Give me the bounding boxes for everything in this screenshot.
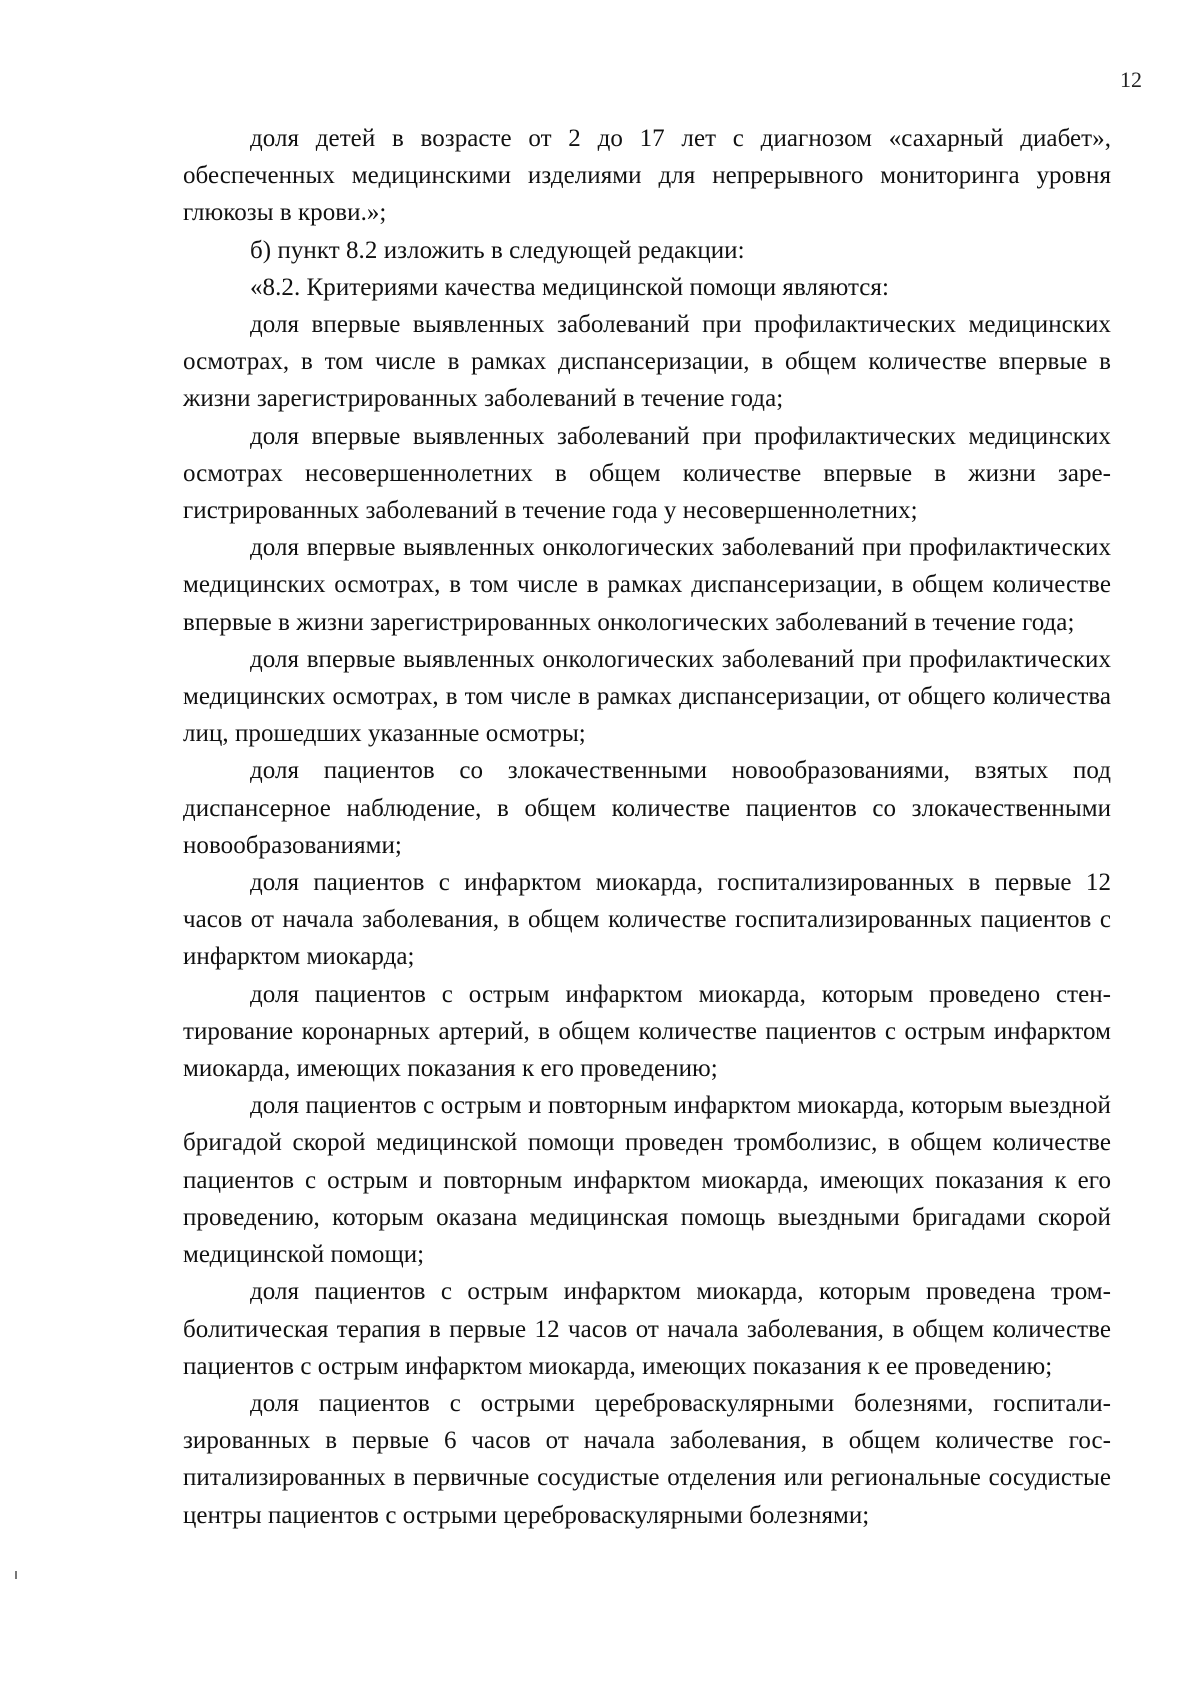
paragraph-criterion: доля пациентов со злокачественными новообразованиями, взятых под диспансерное наблюдение, в общем количестве пациентов со злокачественными новообразованиями; [183, 757, 1111, 859]
page-number: 12 [1120, 67, 1142, 92]
paragraph-criterion: доля впервые выявленных онкологических заболеваний при профилактических медицинских осмотрах, в том числе в рамках диспансеризации, от общего количества лиц, прошедших указанные осмотры; [183, 645, 1111, 748]
scan-artifact [15, 1571, 17, 1579]
paragraph-criterion: доля впервые выявленных заболеваний при профилактических медицинских осмотрах, в том числе в рамках диспансеризации, в общем количестве впервые в жизни зарегистрированных заболеваний в течение года; [183, 311, 1111, 413]
paragraph-quality-criteria-heading: «8.2. Критериями качества медицинской помощи являются: [250, 273, 889, 301]
paragraph-criterion: доля пациентов с острым инфарктом миокарда, которым проведено стентирование коронарных артерий, в общем количестве пациентов с острым инфарктом миокарда, имеющих показания к его проведению; [183, 980, 1111, 1083]
document-body [183, 120, 1111, 1534]
paragraph-criterion: доля пациентов с острым и повторным инфарктом миокарда, которым выездной бригадой скорой медицинской помощи проведен тромболизис, в общем количестве пациентов с острым и повторным инфарктом миокарда, имеющих показания к его проведению, которым оказана медицинская помощь выездными бригадами скорой медицинской помощи; [183, 1092, 1111, 1269]
paragraph-amendment-8-2: б) пункт 8.2 изложить в следующей редакции: [250, 236, 745, 264]
paragraph-diabetes-children: доля детей в возрасте от 2 до 17 лет с диагнозом «сахарный диабет», обеспеченных медицинскими изделиями для непрерывного мониторинга уровня глюкозы в крови.»; [183, 125, 1111, 227]
paragraph-criterion: доля пациентов с инфарктом миокарда, госпитализированных в первые 12 часов от начала заболевания, в общем количестве госпитализированных пациентов с инфарктом миокарда; [183, 869, 1111, 971]
paragraph-criterion: доля пациентов с острым инфарктом миокарда, которым проведена тромболитическая терапия в первые 12 часов от начала заболевания, в общем количестве пациентов с острым инфарктом миокарда, имеющих показания к ее проведению; [183, 1278, 1111, 1380]
paragraph-criterion: доля впервые выявленных онкологических заболеваний при профилактических медицинских осмотрах, в том числе в рамках диспансеризации, в общем количестве впервые в жизни зарегистрированных онкологических заболеваний в течение года; [183, 534, 1111, 636]
paragraph-criterion: доля пациентов с острыми цереброваскулярными болезнями, госпитализированных в первые 6 часов от начала заболевания, в общем количестве госпитализированных в первичные сосудистые отделения или региональные сосудистые центры пациентов с острыми цереброваскулярными болезнями; [183, 1389, 1111, 1529]
paragraph-criterion: доля впервые выявленных заболеваний при профилактических медицинских осмотрах несовершеннолетних в общем количестве впервые в жизни зарегистрированных заболеваний в течение года у несовершеннолетних; [183, 422, 1111, 525]
